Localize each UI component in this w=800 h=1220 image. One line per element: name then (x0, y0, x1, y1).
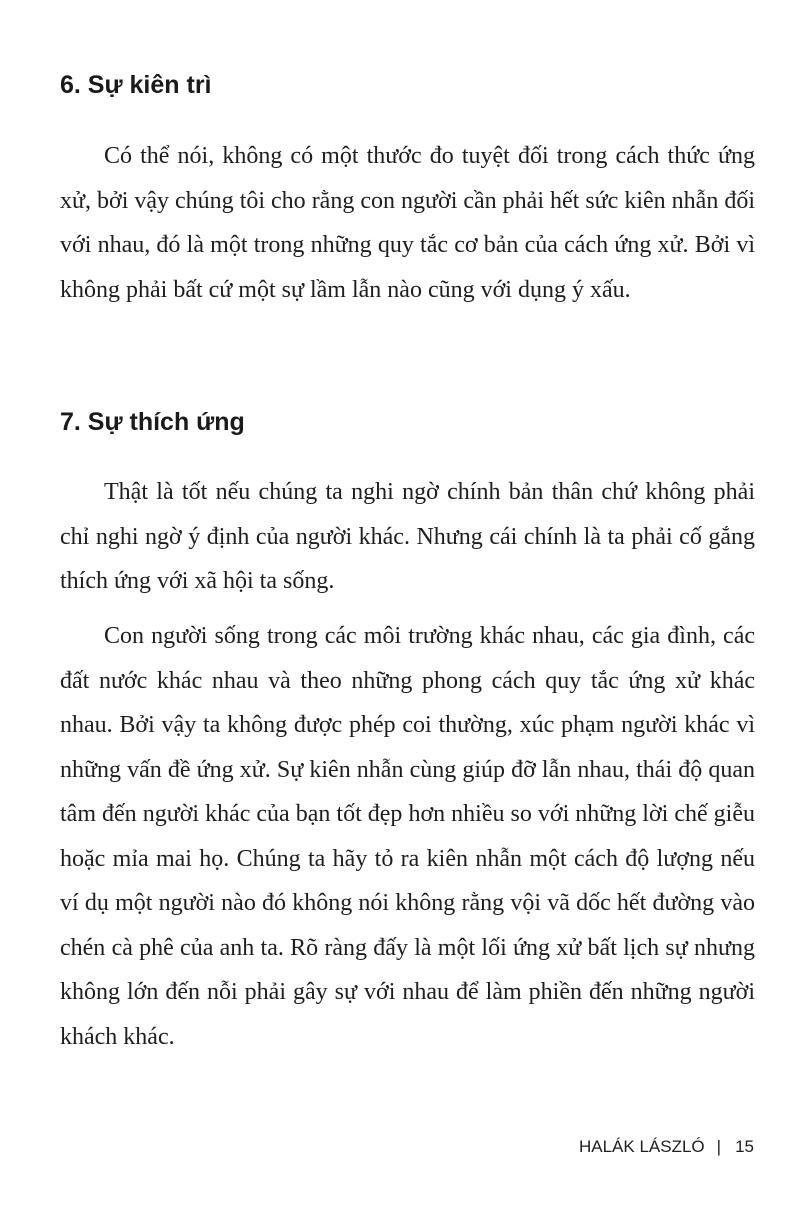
section-7-paragraph-1: Thật là tốt nếu chúng ta nghi ngờ chính bản thân chứ không phải chỉ nghi ngờ ý định của người khác. Nhưng cái chính là ta phải cố gắng thích ứng với xã hội ta sống. (60, 479, 755, 594)
section-heading-6: 6. Sự kiên trì (60, 71, 212, 99)
section-6-paragraph-1: Có thể nói, không có một thước đo tuyệt đối trong cách thức ứng xử, bởi vậy chúng tôi cho rằng con người cần phải hết sức kiên nhẫn đối với nhau, đó là một trong những quy tắc cơ bản của cách ứng xử. Bởi vì không phải bất cứ một sự lầm lẫn nào cũng với dụng ý xấu. (60, 143, 755, 303)
footer-separator: | (716, 1137, 722, 1156)
page-number: 15 (735, 1137, 754, 1156)
page-footer (579, 1136, 754, 1158)
section-7-paragraph-2: Con người sống trong các môi trường khác nhau, các gia đình, các đất nước khác nhau và theo những phong cách quy tắc ứng xử khác nhau. Bởi vậy ta không được phép coi thường, xúc phạm người khác vì những vấn đề ứng xử. Sự kiên nhẫn cùng giúp đỡ lẫn nhau, thái độ quan tâm đến người khác của bạn tốt đẹp hơn nhiều so với những lời chế giễu hoặc mỉa mai họ. Chúng ta hãy tỏ ra kiên nhẫn một cách độ lượng nếu ví dụ một người nào đó không nói không rằng vội vã dốc hết đường vào chén cà phê của anh ta. Rõ ràng đấy là một lối ứng xử bất lịch sự nhưng không lớn đến nỗi phải gây sự với nhau để làm phiền đến những người khách khác. (60, 623, 755, 1050)
section-heading-7: 7. Sự thích ứng (60, 408, 245, 436)
footer-author: HALÁK LÁSZLÓ (578, 1137, 705, 1156)
